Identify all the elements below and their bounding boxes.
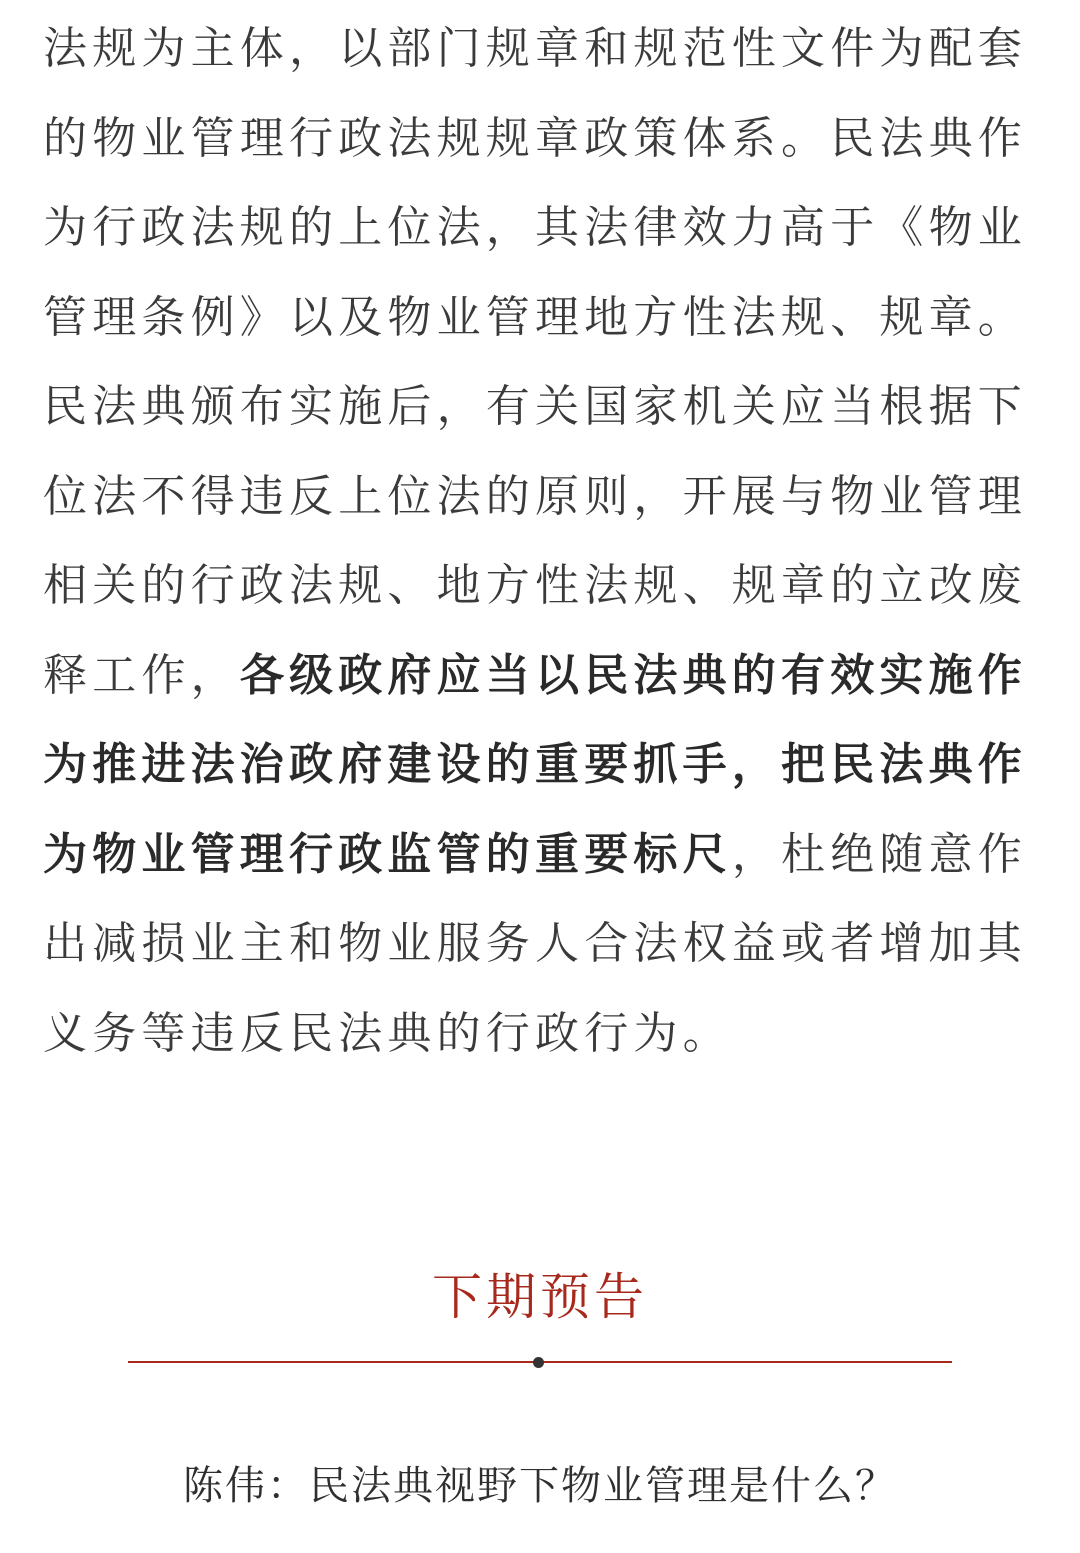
divider-dot-icon <box>533 1357 544 1368</box>
article-plain-text: 释工作， <box>43 649 240 701</box>
article-line: 义务等违反民法典的行政行为。 <box>43 1007 732 1059</box>
article-line <box>43 631 1038 721</box>
article-line: 位法不得违反上位法的原则，开展与物业管理 <box>43 470 1027 522</box>
article-line <box>43 720 1038 810</box>
article-line: 的物业管理行政法规规章政策体系。民法典作 <box>43 112 1027 164</box>
article-line <box>43 810 1038 900</box>
article-line: 为行政法规的上位法，其法律效力高于《物业 <box>43 202 1027 253</box>
article-line: 管理条例》以及物业管理地方性法规、规章。 <box>43 291 1027 343</box>
article-bold-text: 各级政府应当以民法典的有效实施作 <box>239 649 1028 701</box>
article-body <box>43 4 1038 1078</box>
next-issue-heading: 下期预告 <box>432 1268 648 1326</box>
article-line: 民法典颁布实施后，有关国家机关应当根据下 <box>43 381 1027 432</box>
article-bold-text: 为推进法治政府建设的重要抓手，把民法典作 <box>43 739 1027 790</box>
article-line: 相关的行政法规、地方性法规、规章的立改废 <box>43 560 1027 611</box>
article-bold-text: 为物业管理行政监管的重要标尺 <box>43 828 732 880</box>
article-line: 法规为主体，以部门规章和规范性文件为配套 <box>43 23 1027 74</box>
article-line: 出减损业主和物业服务人合法权益或者增加其 <box>43 918 1027 969</box>
next-issue-title: 陈伟：民法典视野下物业管理是什么？ <box>183 1463 897 1509</box>
article-plain-text: ，杜绝随意作 <box>731 828 1028 880</box>
